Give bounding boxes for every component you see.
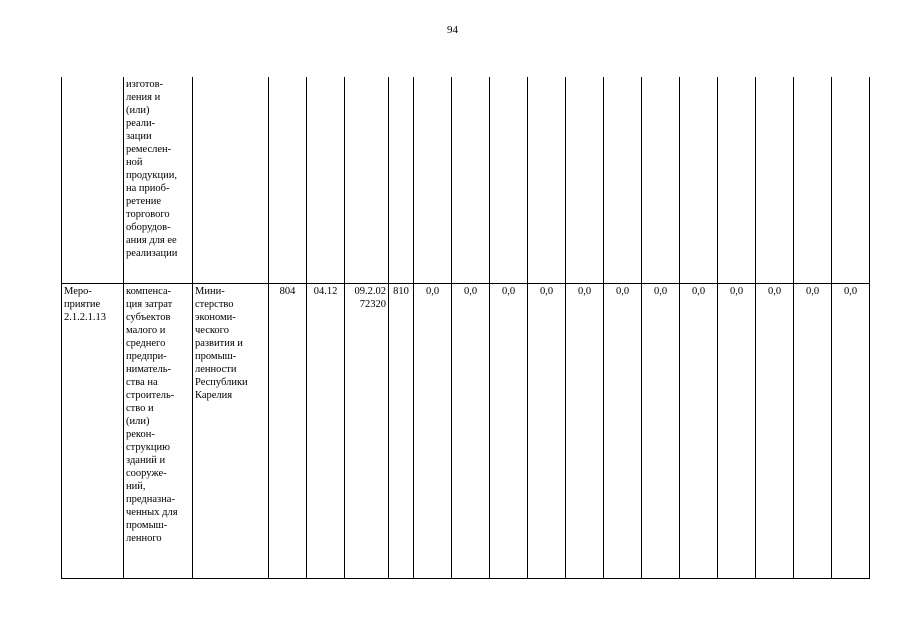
cell-empty [680, 77, 718, 284]
cell-empty [414, 77, 452, 284]
cell-empty [756, 77, 794, 284]
cell-amount: 0,0 [604, 284, 642, 579]
cell-empty [604, 77, 642, 284]
cell-empty [566, 77, 604, 284]
cell-amount: 0,0 [452, 284, 490, 579]
page-number: 94 [447, 24, 458, 36]
cell-event-description: компенса- ция затрат субъектов малого и среднего предпри- ниматель- ства на строитель- ство и (или) рекон- струкцию зданий и сооруже- ний, предназна- ченных для промыш- ленного [124, 284, 193, 579]
cell-amount: 0,0 [528, 284, 566, 579]
cell-event-name: Меро- приятие 2.1.2.1.13 [62, 284, 124, 579]
cell-amount: 0,0 [680, 284, 718, 579]
cell-empty [345, 77, 389, 284]
cell-executor [193, 77, 269, 284]
cell-rzpr: 04.12 [307, 284, 345, 579]
cell-amount: 0,0 [566, 284, 604, 579]
cell-description: изготов- ления и (или) реали- зации ремеслен- ной продукции, на приоб- ретение торгового оборудов- ания для ее реализации [124, 77, 193, 284]
table-row-continued [62, 77, 870, 284]
cell-vr: 810 [389, 284, 414, 579]
cell-empty [452, 77, 490, 284]
cell-amount: 0,0 [832, 284, 870, 579]
cell-empty [794, 77, 832, 284]
cell-grbs: 804 [269, 284, 307, 579]
cell-amount: 0,0 [718, 284, 756, 579]
cell-empty [642, 77, 680, 284]
cell-amount: 0,0 [756, 284, 794, 579]
cell-name [62, 77, 124, 284]
cell-empty [718, 77, 756, 284]
cell-csr: 09.2.02 72320 [345, 284, 389, 579]
cell-amount: 0,0 [642, 284, 680, 579]
cell-empty [528, 77, 566, 284]
cell-empty [389, 77, 414, 284]
cell-event-executor: Мини- стерство экономи- ческого развития и промыш- ленности Республики Карелия [193, 284, 269, 579]
cell-amount: 0,0 [794, 284, 832, 579]
cell-empty [307, 77, 345, 284]
cell-empty [490, 77, 528, 284]
budget-table [61, 77, 870, 579]
cell-empty [832, 77, 870, 284]
cell-empty [269, 77, 307, 284]
cell-amount: 0,0 [414, 284, 452, 579]
table-row-event [62, 284, 870, 579]
cell-amount: 0,0 [490, 284, 528, 579]
